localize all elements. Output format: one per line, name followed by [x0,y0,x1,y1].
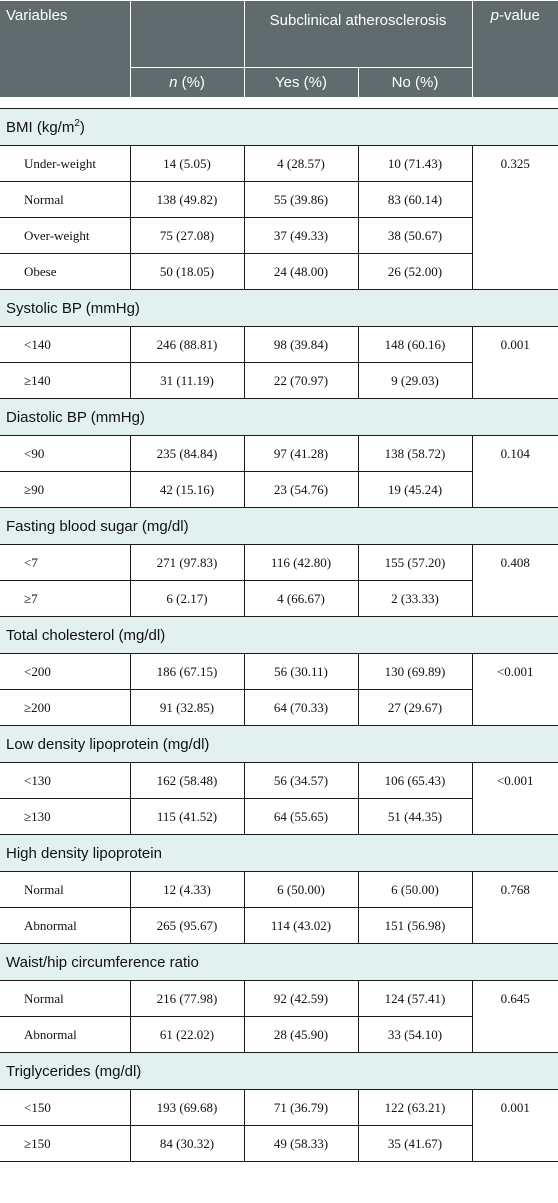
cell-yes: 4 (66.67) [244,581,358,617]
row-label: Under-weight [0,146,130,182]
cell-pvalue: 0.104 [472,436,558,508]
table-row [0,654,558,690]
cell-no: 6 (50.00) [358,872,472,908]
section-title-text: Systolic BP (mmHg) [6,299,140,317]
cell-yes: 64 (55.65) [244,799,358,835]
cell-n: 6 (2.17) [130,581,244,617]
section-header-row [0,508,558,545]
header-group-label: Subclinical atherosclerosis [269,12,447,29]
cell-n: 14 (5.05) [130,146,244,182]
table-row [0,436,558,472]
section-title [0,617,558,654]
cell-yes: 6 (50.00) [244,872,358,908]
header-pvalue [472,1,558,98]
cell-no: 27 (29.67) [358,690,472,726]
cell-n: 216 (77.98) [130,981,244,1017]
section-header-row [0,835,558,872]
section-title-text: Waist/hip circumference ratio [6,953,199,971]
cell-no: 151 (56.98) [358,908,472,944]
cell-no: 19 (45.24) [358,472,472,508]
section-title-text: Low density lipoprotein (mg/dl) [6,735,210,753]
cell-n: 42 (15.16) [130,472,244,508]
row-label: Abnormal [0,1017,130,1053]
cell-n: 235 (84.84) [130,436,244,472]
cell-pvalue: <0.001 [472,654,558,726]
row-label: Normal [0,981,130,1017]
row-label: Abnormal [0,908,130,944]
cell-n: 271 (97.83) [130,545,244,581]
row-label: Over-weight [0,218,130,254]
cell-n: 186 (67.15) [130,654,244,690]
cell-yes: 56 (30.11) [244,654,358,690]
section-title [0,399,558,436]
cell-yes: 55 (39.86) [244,182,358,218]
section-title-text: BMI (kg/m [6,119,75,136]
cell-no: 38 (50.67) [358,218,472,254]
section-title-superscript: 2 [74,118,80,129]
section-title-text: Total cholesterol (mg/dl) [6,626,166,644]
section-title [0,944,558,981]
cell-n: 115 (41.52) [130,799,244,835]
cell-no: 138 (58.72) [358,436,472,472]
header-pvalue-p: p [490,7,499,24]
row-label: Normal [0,872,130,908]
cell-yes: 114 (43.02) [244,908,358,944]
cell-n: 138 (49.82) [130,182,244,218]
row-label: ≥140 [0,363,130,399]
cell-pvalue: 0.645 [472,981,558,1053]
table-row [0,146,558,182]
header-n [130,68,244,98]
cell-n: 75 (27.08) [130,218,244,254]
header-gap [0,98,558,109]
header-n-italic: n [169,74,178,91]
cell-yes: 64 (70.33) [244,690,358,726]
table-row [0,763,558,799]
section-title [0,290,558,327]
section-title [0,835,558,872]
cell-no: 2 (33.33) [358,581,472,617]
cell-yes: 71 (36.79) [244,1090,358,1126]
section-title-end: ) [79,119,85,136]
section-title-text: Triglycerides (mg/dl) [6,1062,142,1080]
row-label: ≥130 [0,799,130,835]
row-label: Normal [0,182,130,218]
row-label: <150 [0,1090,130,1126]
cell-n: 246 (88.81) [130,327,244,363]
section-header-row [0,726,558,763]
cell-n: 265 (95.67) [130,908,244,944]
cell-yes: 92 (42.59) [244,981,358,1017]
cell-no: 106 (65.43) [358,763,472,799]
cell-no: 10 (71.43) [358,146,472,182]
row-label: ≥200 [0,690,130,726]
header-n-rest: (%) [177,74,205,91]
cell-n: 50 (18.05) [130,254,244,290]
cell-yes: 49 (58.33) [244,1126,358,1162]
cell-n: 84 (30.32) [130,1126,244,1162]
header-group [244,1,472,68]
section-header-row [0,617,558,654]
table-row [0,545,558,581]
cell-yes: 98 (39.84) [244,327,358,363]
cell-pvalue: 0.325 [472,146,558,290]
table-row [0,981,558,1017]
section-title [0,508,558,545]
row-label: <7 [0,545,130,581]
section-title-text: Diastolic BP (mmHg) [6,408,145,426]
cell-n: 61 (22.02) [130,1017,244,1053]
section-title-text: High density lipoprotein [6,844,162,862]
row-label: ≥90 [0,472,130,508]
section-header-row [0,109,558,146]
section-title-text: Fasting blood sugar (mg/dl) [6,517,189,535]
section-title [0,726,558,763]
cell-no: 155 (57.20) [358,545,472,581]
section-header-row [0,290,558,327]
cell-pvalue: 0.001 [472,327,558,399]
header-yes: Yes (%) [244,68,358,98]
cell-yes: 56 (34.57) [244,763,358,799]
cell-n: 193 (69.68) [130,1090,244,1126]
row-label: Obese [0,254,130,290]
row-label: ≥150 [0,1126,130,1162]
cell-yes: 28 (45.90) [244,1017,358,1053]
table-body [0,109,558,1162]
cell-yes: 116 (42.80) [244,545,358,581]
header-no: No (%) [358,68,472,98]
row-label: <130 [0,763,130,799]
cell-no: 148 (60.16) [358,327,472,363]
cell-no: 33 (54.10) [358,1017,472,1053]
cell-yes: 4 (28.57) [244,146,358,182]
cell-no: 35 (41.67) [358,1126,472,1162]
cell-yes: 37 (49.33) [244,218,358,254]
cell-pvalue: 0.001 [472,1090,558,1162]
cell-yes: 97 (41.28) [244,436,358,472]
cell-n: 91 (32.85) [130,690,244,726]
row-label: <200 [0,654,130,690]
cell-pvalue: 0.768 [472,872,558,944]
header-pvalue-rest: -value [498,7,540,24]
table-row [0,872,558,908]
cell-no: 9 (29.03) [358,363,472,399]
cell-no: 26 (52.00) [358,254,472,290]
header-variables: Variables [0,1,130,98]
cell-pvalue: <0.001 [472,763,558,835]
cell-yes: 22 (70.97) [244,363,358,399]
cell-no: 124 (57.41) [358,981,472,1017]
section-header-row [0,399,558,436]
cell-n: 12 (4.33) [130,872,244,908]
row-label: <140 [0,327,130,363]
cell-no: 122 (63.21) [358,1090,472,1126]
cell-no: 130 (69.89) [358,654,472,690]
section-header-row [0,944,558,981]
cell-pvalue: 0.408 [472,545,558,617]
section-title [0,1053,558,1090]
cell-yes: 24 (48.00) [244,254,358,290]
cell-no: 83 (60.14) [358,182,472,218]
cell-no: 51 (44.35) [358,799,472,835]
row-label: ≥7 [0,581,130,617]
section-header-row [0,1053,558,1090]
row-label: <90 [0,436,130,472]
header-row-top [0,1,558,68]
cell-n: 162 (58.48) [130,763,244,799]
cell-yes: 23 (54.76) [244,472,358,508]
table-row [0,327,558,363]
table-row [0,1090,558,1126]
cell-n: 31 (11.19) [130,363,244,399]
header-blank [130,1,244,68]
section-title [0,109,558,146]
